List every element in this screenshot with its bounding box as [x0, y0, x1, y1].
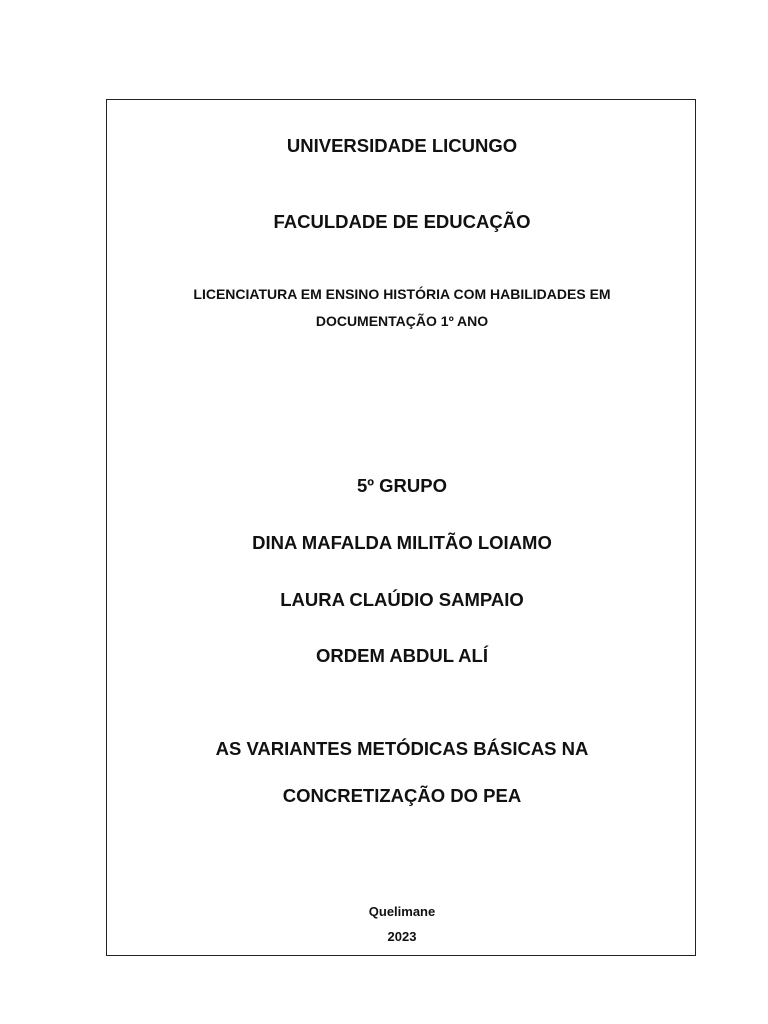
course-line-1: LICENCIATURA EM ENSINO HISTÓRIA COM HABILIDADES EM — [193, 286, 611, 302]
year: 2023 — [387, 929, 417, 944]
group-label: 5º GRUPO — [356, 475, 448, 496]
document-title-line-2: CONCRETIZAÇÃO DO PEA — [282, 785, 522, 806]
city: Quelimane — [368, 904, 436, 919]
faculty-name: FACULDADE DE EDUCAÇÃO — [273, 211, 531, 232]
university-name: UNIVERSIDADE LICUNGO — [286, 135, 518, 156]
member-name: DINA MAFALDA MILITÃO LOIAMO — [252, 532, 552, 553]
member-name: LAURA CLAÚDIO SAMPAIO — [280, 589, 524, 610]
course-line-2: DOCUMENTAÇÃO 1º ANO — [315, 313, 489, 329]
member-name: ORDEM ABDUL ALÍ — [316, 645, 488, 666]
document-title-line-1: AS VARIANTES METÓDICAS BÁSICAS NA — [215, 738, 589, 759]
